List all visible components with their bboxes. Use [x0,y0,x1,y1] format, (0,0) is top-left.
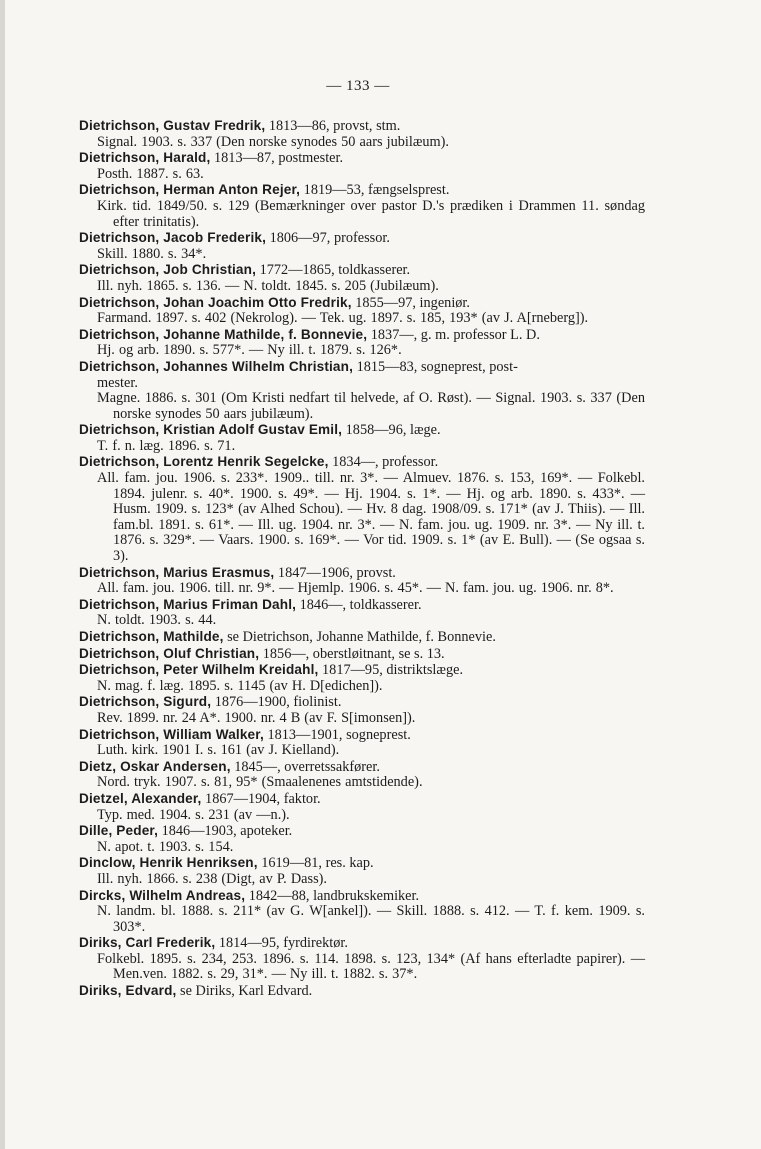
page-number: — 133 — [326,78,390,94]
entry-name: Dietrichson, Marius Friman Dahl, [79,596,297,612]
entry [79,694,645,726]
entry-heading [79,422,645,439]
entry-heading [79,629,645,646]
entry-description: 1855—97, ingeniør. [351,294,470,311]
entry [79,727,645,759]
entry-heading [79,759,645,776]
entry-heading [79,565,645,582]
entry-description: 1845—, overretssakfører. [230,758,380,775]
entry-reference: Ill. nyh. 1866. s. 238 (Digt, av P. Dass). [97,870,327,887]
entry-description: 1834—, professor. [328,454,439,471]
entry-reference: N. mag. f. læg. 1895. s. 1145 (av H. D[edichen]). [97,677,383,694]
entry [79,855,645,887]
entry-heading [79,888,645,905]
entry-reference: N. landm. bl. 1888. s. 211* (av G. W[ankel]). — Skill. 1888. s. 412. — T. f. kem. 1909. s. 303*. [97,903,645,935]
entry-reference: Kirk. tid. 1849/50. s. 129 (Bemærkninger over pastor D.'s prædiken i Drammen 11. søndag efter trinitatis). [97,197,645,230]
entry-description: 1814—95, fyrdirektør. [215,935,348,952]
entry-heading [79,694,645,711]
entry-description: se Diriks, Karl Edvard. [176,983,313,1000]
entry [79,791,645,823]
entry-reference: Magne. 1886. s. 301 (Om Kristi nedfart til helvede, af O. Røst). — Signal. 1903. s. 337 (Den norske synodes 50 aars jubilæum). [97,390,645,422]
entry-reference: Ill. nyh. 1865. s. 136. — N. toldt. 1845. s. 205 (Jubilæum). [97,277,439,294]
entry-name: Dille, Peder, [79,823,159,839]
entry [79,935,645,983]
entry-reference: N. apot. t. 1903. s. 154. [97,838,234,855]
entry-heading [79,182,645,199]
entry-heading [79,727,645,744]
entry-description: 1856—, oberstløitnant, se s. 13. [259,645,445,662]
entry-name: Dietz, Oskar Andersen, [79,758,231,774]
entry-description: 1772—1865, toldkasserer. [256,262,411,279]
entry-name: Diriks, Edvard, [79,983,177,999]
entry-description: 1813—1901, sogneprest. [263,726,411,743]
entry [79,422,645,454]
entry-reference: Folkebl. 1895. s. 234, 253. 1896. s. 114. 1898. s. 123, 134* (Af hans efterladte papirer). — Men.ven. 1882. s. 29, 31*. — Ny ill. t. 1882. s. 37*. [97,950,645,983]
entry-heading [79,597,645,614]
entry-reference: All. fam. jou. 1906. till. nr. 9*. — Hjemlp. 1906. s. 45*. — N. fam. jou. ug. 1906. nr. 8*. [97,580,614,597]
entry-reference: Skill. 1880. s. 34*. [97,245,207,262]
entry-description: 1813—87, postmester. [210,150,344,167]
entry-heading [79,662,645,679]
entry-description: 1619—81, res. kap. [257,855,374,872]
entry-description: 1815—83, sogneprest, post- [353,358,518,375]
entry-list [79,118,645,1000]
entry [79,983,645,1000]
entry-name: Dietzel, Alexander, [79,790,202,806]
entry-reference: Signal. 1903. s. 337 (Den norske synodes 50 aars jubilæum). [97,133,449,150]
entry-heading [79,230,645,247]
entry [79,327,645,359]
entry-reference: T. f. n. læg. 1896. s. 71. [97,437,236,454]
entry-name: Dietrichson, Jacob Frederik, [79,230,267,246]
entry-reference: All. fam. jou. 1906. s. 233*. 1909.. till. nr. 3*. — Almuev. 1876. s. 153, 169*. — Folkebl. 1894. julenr. s. 40*. 1900. s. 49*. — Hj. 1904. s. 1*. — Hj. og arb. 1890. s. 433*. — Husm. 1909. s. 123* (av Alhed Schou). — Hv. 8 dag. 1908/09. s. 171* (av J. Thiis). — Ill. fam.bl. 1891. s. 61*. — Ill. ug. 1904. nr. 3*. — N. fam. jou. ug. 1909. nr. 3*. — Ny ill. t. 1876. s. 329*. — Vaars. 1900. s. 169*. — Vor tid. 1909. s. 1* (av E. Bull). — (Se ogsaa s. 3). [97,470,645,565]
entry-name: Dietrichson, Lorentz Henrik Segelcke, [79,454,329,470]
entry-reference: Luth. kirk. 1901 I. s. 161 (av J. Kielland). [97,742,340,759]
entry-name: Dietrichson, Herman Anton Rejer, [79,182,301,198]
entry-description: 1847—1906, provst. [274,564,396,581]
entry [79,359,645,422]
entry-description: 1867—1904, faktor. [201,790,321,807]
entry-description: 1806—97, professor. [266,230,390,247]
entry-heading [79,327,645,344]
entry [79,888,645,936]
entry-heading [79,855,645,872]
entry [79,646,645,663]
entry-name: Dietrichson, Gustav Fredrik, [79,118,266,133]
entry-heading [79,983,645,1000]
entry-description: 1817—95, distriktslæge. [318,662,464,679]
entry-heading [79,295,645,312]
entry-description: 1876—1900, fiolinist. [211,694,342,711]
entry [79,454,645,564]
entry-heading [79,118,645,135]
entry-description: se Dietrichson, Johanne Mathilde, f. Bonnevie. [223,629,496,645]
entry-reference: N. toldt. 1903. s. 44. [97,612,217,629]
entry-name: Dietrichson, Johannes Wilhelm Christian, [79,358,354,374]
entry [79,662,645,694]
entry-description: 1837—, g. m. professor L. D. [367,326,540,343]
entry-heading [79,791,645,808]
entry [79,629,645,646]
entry-description: 1842—88, landbrukskemiker. [245,887,420,904]
entry-description: 1846—, toldkasserer. [296,596,422,613]
entry-reference: Posth. 1887. s. 63. [97,165,204,182]
entry [79,823,645,855]
entry-heading [79,359,645,376]
entry-description-continued: mester. [97,374,138,391]
entry-name: Dietrichson, Job Christian, [79,262,257,278]
entry-name: Dietrichson, Oluf Christian, [79,645,260,661]
entry [79,759,645,791]
entry [79,597,645,629]
entry-description: 1846—1903, apoteker. [158,823,293,840]
entry [79,182,645,230]
entry-name: Dinclow, Henrik Henriksen, [79,855,258,871]
entry [79,230,645,262]
entry-reference: Rev. 1899. nr. 24 A*. 1900. nr. 4 B (av F. S[imonsen]). [97,709,416,726]
entry-name: Dietrichson, William Walker, [79,726,264,742]
entry [79,295,645,327]
entry-description: 1813—86, provst, stm. [265,118,401,134]
entry-reference: Hj. og arb. 1890. s. 577*. — Ny ill. t. 1879. s. 126*. [97,342,402,359]
entry-heading [79,454,645,471]
entry-name: Dietrichson, Johan Joachim Otto Fredrik, [79,294,352,310]
entry-name: Dietrichson, Marius Erasmus, [79,564,275,580]
entry-name: Dietrichson, Harald, [79,150,211,166]
entry-heading [79,646,645,663]
entry-name: Dietrichson, Johanne Mathilde, f. Bonnevie, [79,326,368,342]
entry [79,565,645,597]
entry-reference: Nord. tryk. 1907. s. 81, 95* (Smaalenenes amtstidende). [97,774,423,791]
entry-name: Dietrichson, Mathilde, [79,629,224,644]
entry-heading [79,823,645,840]
entry-heading [79,150,645,167]
entry-name: Dietrichson, Sigurd, [79,694,212,710]
entry [79,118,645,150]
entry-description: 1819—53, fængselsprest. [300,182,450,199]
entry-heading [79,262,645,279]
entry-name: Dircks, Wilhelm Andreas, [79,887,246,903]
entry-name: Dietrichson, Peter Wilhelm Kreidahl, [79,662,319,678]
entry-name: Dietrichson, Kristian Adolf Gustav Emil, [79,422,343,438]
entry-name: Diriks, Carl Frederik, [79,935,216,951]
entry-heading [79,935,645,952]
entry [79,262,645,294]
entry-reference: Typ. med. 1904. s. 231 (av —n.). [97,806,290,823]
entry-description: 1858—96, læge. [342,422,441,439]
entry [79,150,645,182]
entry-reference: Farmand. 1897. s. 402 (Nekrolog). — Tek. ug. 1897. s. 185, 193* (av J. A[rneberg]). [97,310,589,327]
